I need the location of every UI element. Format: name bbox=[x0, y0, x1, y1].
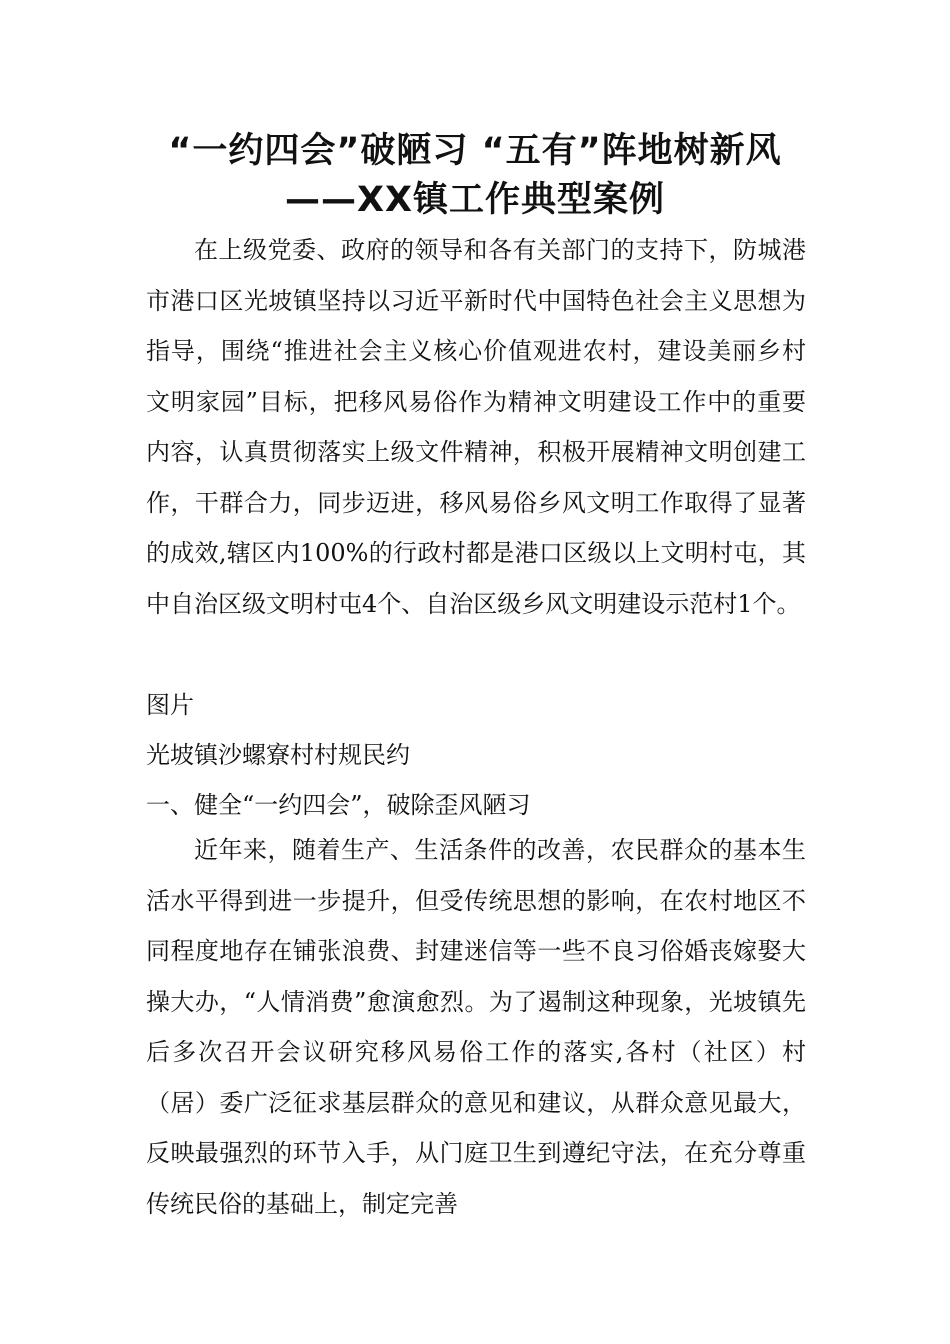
figure-caption: 光坡镇沙螺寮村村规民约 bbox=[146, 741, 410, 769]
section-paragraph: 近年来，随着生产、生活条件的改善，农民群众的基本生活水平得到进一步提升，但受传统思想的影响，在农村地区不同程度地存在铺张浪费、封建迷信等一些不良习俗婚丧嫁娶大操大办，“人情消费”愈演愈烈。为了遏制这种现象，光坡镇先后多次召开会议研究移风易俗工作的落实,各村（社区）村（居）委广泛征求基层群众的意见和建议，从群众意见最大，反映最强烈的环节入手，从门庭卫生到遵纪守法，在充分尊重传统民俗的基础上，制定完善 bbox=[146, 836, 806, 1218]
section-heading: 一、健全“一约四会”，破除歪风陋习 bbox=[146, 791, 531, 819]
document-title-line2: ——XX镇工作典型案例 bbox=[285, 180, 665, 220]
document-title-line1: “一约四会”破陋习 “五有”阵地树新风 bbox=[168, 131, 782, 171]
figure-placeholder: 图片 bbox=[146, 691, 194, 719]
intro-paragraph: 在上级党委、政府的领导和各有关部门的支持下，防城港市港口区光坡镇坚持以习近平新时代中国特色社会主义思想为指导，围绕“推进社会主义核心价值观进农村，建设美丽乡村文明家园”目标，把移风易俗作为精神文明建设工作中的重要内容，认真贯彻落实上级文件精神，积极开展精神文明创建工作，干群合力，同步迈进，移风易俗乡风文明工作取得了显著的成效,辖区内100%的行政村都是港口区级以上文明村屯，其中自治区级文明村屯4个、自治区级乡风文明建设示范村1个。 bbox=[146, 236, 806, 618]
